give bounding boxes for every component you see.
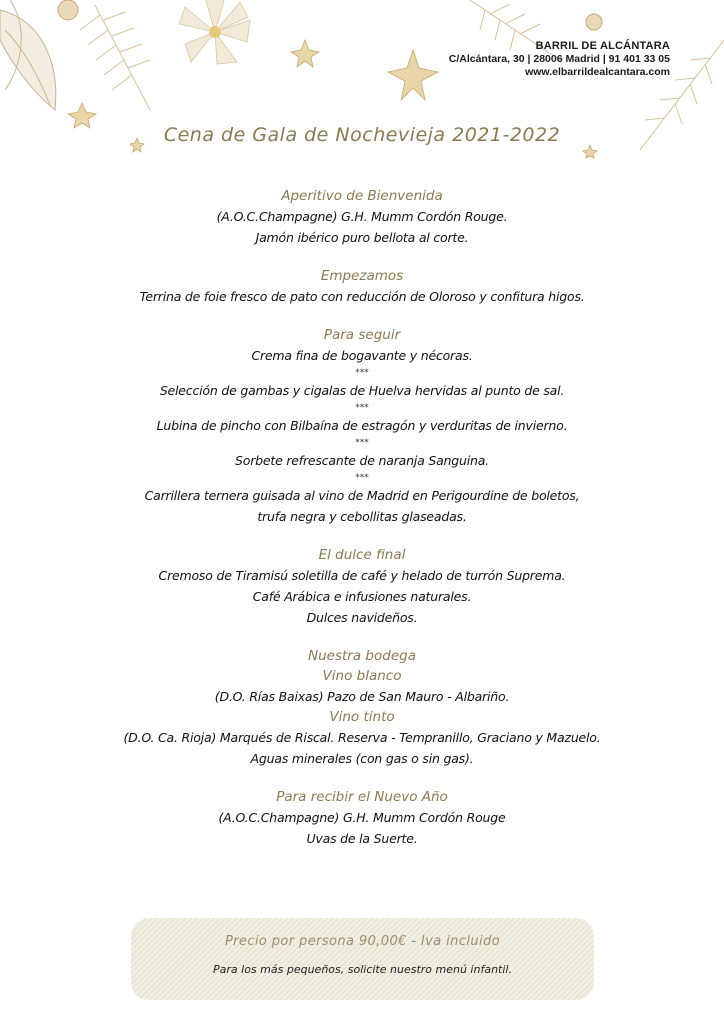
menu-item: Dulces navideños. [306, 610, 418, 625]
menu-item: Carrillera ternera guisada al vino de Madrid en Perigourdine de boletos, [144, 488, 580, 503]
menu-item: Selección de gambas y cigalas de Huelva hervidas al punto de sal. [159, 383, 565, 398]
menu-item: Jamón ibérico puro bellota al corte. [255, 230, 469, 245]
separator: *** [355, 473, 369, 483]
section-title-empezamos: Empezamos [320, 268, 404, 284]
ornament [58, 0, 78, 20]
menu-item: Terrina de foie fresco de pato con reducción de Oloroso y confitura higos. [139, 289, 585, 304]
section-title-dulce: El dulce final [318, 547, 406, 563]
separator: *** [355, 368, 369, 378]
menu-body [0, 186, 724, 849]
menu-item: Lubina de pincho con Bilbaína de estragón y verduritas de invierno. [156, 418, 568, 433]
price-per-person: Precio por persona 90,00€ - Iva incluido [224, 934, 501, 949]
restaurant-name: BARRIL DE ALCÁNTARA [535, 40, 670, 52]
menu-item: Uvas de la Suerte. [306, 831, 418, 846]
menu-item: (D.O. Rías Baixas) Pazo de San Mauro - Albariño. [214, 689, 510, 704]
separator: *** [355, 403, 369, 413]
menu-item: trufa negra y cebollitas glaseadas. [257, 509, 467, 524]
menu-item: Aguas minerales (con gas o sin gas). [250, 751, 474, 766]
poinsettia-flower [179, 0, 250, 64]
subsection-title-vino-blanco: Vino blanco [322, 668, 402, 684]
ornament [586, 14, 602, 30]
restaurant-contact [449, 40, 670, 79]
separator: *** [355, 438, 369, 448]
subsection-title-vino-tinto: Vino tinto [329, 709, 395, 725]
menu-item: Sorbete refrescante de naranja Sanguina. [235, 453, 489, 468]
section-title-aperitivo: Aperitivo de Bienvenida [281, 188, 443, 204]
restaurant-address: C/Alcántara, 30 | 28006 Madrid | 91 401 33 05 [448, 53, 670, 65]
page-title: Cena de Gala de Nochevieja 2021-2022 [163, 124, 561, 146]
menu-item: (A.O.C.Champagne) G.H. Mumm Cordón Rouge [218, 810, 506, 825]
kids-menu-note: Para los más pequeños, solicite nuestro menú infantil. [213, 963, 512, 976]
section-title-nuevo-ano: Para recibir el Nuevo Año [276, 789, 448, 805]
leaf-decoration [0, 0, 56, 110]
restaurant-website: www.elbarrildealcantara.com [525, 66, 670, 78]
menu-item: Café Arábica e infusiones naturales. [252, 589, 472, 604]
menu-item: Cremoso de Tiramisú soletilla de café y helado de turrón Suprema. [158, 568, 566, 583]
menu-item: (D.O. Ca. Rioja) Marqués de Riscal. Reserva - Tempranillo, Graciano y Mazuelo. [123, 730, 601, 745]
pine-branch-left [80, 5, 150, 110]
section-title-para-seguir: Para seguir [323, 327, 401, 343]
menu-item: (A.O.C.Champagne) G.H. Mumm Cordón Rouge. [216, 209, 508, 224]
menu-item: Crema fina de bogavante y nécoras. [251, 348, 473, 363]
price-box [131, 918, 594, 1000]
section-title-bodega: Nuestra bodega [308, 648, 416, 664]
